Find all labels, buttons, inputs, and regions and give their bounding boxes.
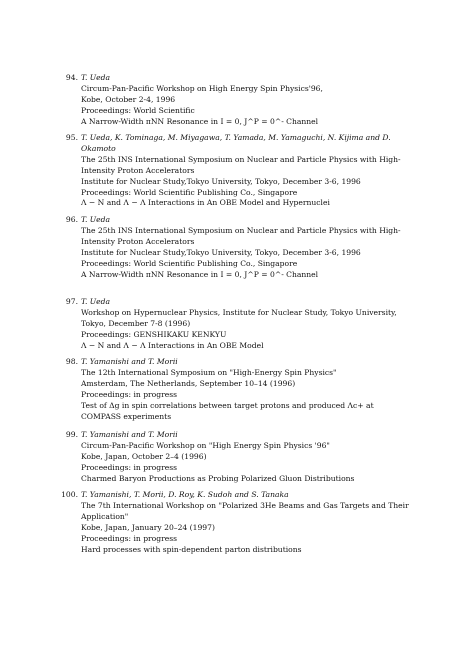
entry-title: A Narrow-Width πNN Resonance in I = 0, J^P = 0^- Channel <box>81 269 319 279</box>
entry-authors: T. Yamanishi and T. Morii <box>81 430 178 439</box>
entry-authors: T. Yamanishi and T. Morii <box>81 357 178 366</box>
entry-number: 96. <box>65 215 78 224</box>
reference-entry-96 <box>60 215 410 280</box>
entry-authors: T. Ueda <box>81 297 111 306</box>
entry-venue: Circum-Pan-Pacific Workshop on "High Energy Spin Physics '96" <box>81 440 330 450</box>
entry-venue: Workshop on Hypernuclear Physics, Institute for Nuclear Study, Tokyo University, Tokyo, December 7-8 (1996) <box>81 307 397 328</box>
entry-number: 97. <box>65 297 78 306</box>
entry-title: Charmed Baryon Productions as Probing Polarized Gluon Distributions <box>81 473 355 483</box>
entry-proceedings: Proceedings: in progress <box>81 462 178 472</box>
entry-location-date: Kobe, Japan, October 2–4 (1996) <box>81 451 207 461</box>
entry-number: 95. <box>65 133 78 142</box>
reference-entry-99 <box>60 430 410 485</box>
entry-proceedings: Proceedings: in progress <box>81 389 178 399</box>
entry-authors: T. Yamanishi, T. Morii, D. Roy, K. Sudoh and S. Tanaka <box>81 490 289 499</box>
entry-authors: T. Ueda, K. Tominaga, M. Miyagawa, T. Yamada, M. Yamaguchi, N. Kijima and D. Okamoto <box>81 133 391 153</box>
entry-proceedings: Proceedings: World Scientific <box>81 105 195 115</box>
entry-title: Λ − N and Λ − Λ Interactions in An OBE Model and Hypernuclei <box>81 198 330 208</box>
entry-number: 100. <box>61 490 78 499</box>
reference-entry-94 <box>60 73 410 128</box>
reference-entry-95 <box>60 133 410 209</box>
entry-proceedings: Proceedings: GENSHIKAKU KENKYU <box>81 329 227 339</box>
reference-entry-97 <box>60 297 410 352</box>
entry-proceedings: Proceedings: World Scientific Publishing Co., Singapore <box>81 258 298 268</box>
reference-entry-98 <box>60 357 410 422</box>
entry-title: Hard processes with spin-dependent parton distributions <box>81 544 302 554</box>
entry-authors: T. Ueda <box>81 215 111 224</box>
entry-title: A Narrow-Width πNN Resonance in I = 0, J^P = 0^- Channel <box>81 116 319 126</box>
entry-number: 98. <box>65 357 78 366</box>
entry-venue: The 25th INS International Symposium on Nuclear and Particle Physics with High-Intensity Proton Accelerators <box>81 154 401 175</box>
entry-number: 99. <box>65 430 78 439</box>
entry-authors: T. Ueda <box>81 73 111 82</box>
entry-venue: The 7th International Workshop on "Polarized 3He Beams and Gas Targets and Their Application" <box>81 500 409 521</box>
entry-location-date: Amsterdam, The Netherlands, September 10–14 (1996) <box>81 378 296 388</box>
entry-proceedings: Proceedings: in progress <box>81 533 178 543</box>
entry-venue: The 12th International Symposium on "High-Energy Spin Physics" <box>81 367 337 377</box>
entry-location-date: Kobe, Japan, January 20–24 (1997) <box>81 522 215 532</box>
entry-number: 94. <box>65 73 78 82</box>
entry-location-date: Institute for Nuclear Study,Tokyo University, Tokyo, December 3-6, 1996 <box>81 247 361 257</box>
reference-entry-100 <box>60 490 410 555</box>
entry-title: Λ − N and Λ − Λ Interactions in An OBE Model <box>81 340 264 350</box>
entry-location-date: Kobe, October 2-4, 1996 <box>81 94 176 104</box>
entry-title: Test of Δg in spin correlations between target protons and produced Λc+ at COMPASS experiments <box>81 400 374 421</box>
entry-venue: Circum-Pan-Pacific Workshop on High Energy Spin Physics'96, <box>81 83 323 93</box>
entry-venue: The 25th INS International Symposium on Nuclear and Particle Physics with High-Intensity Proton Accelerators <box>81 225 401 246</box>
entry-proceedings: Proceedings: World Scientific Publishing Co., Singapore <box>81 187 298 197</box>
entry-location-date: Institute for Nuclear Study,Tokyo University, Tokyo, December 3-6, 1996 <box>81 176 361 186</box>
